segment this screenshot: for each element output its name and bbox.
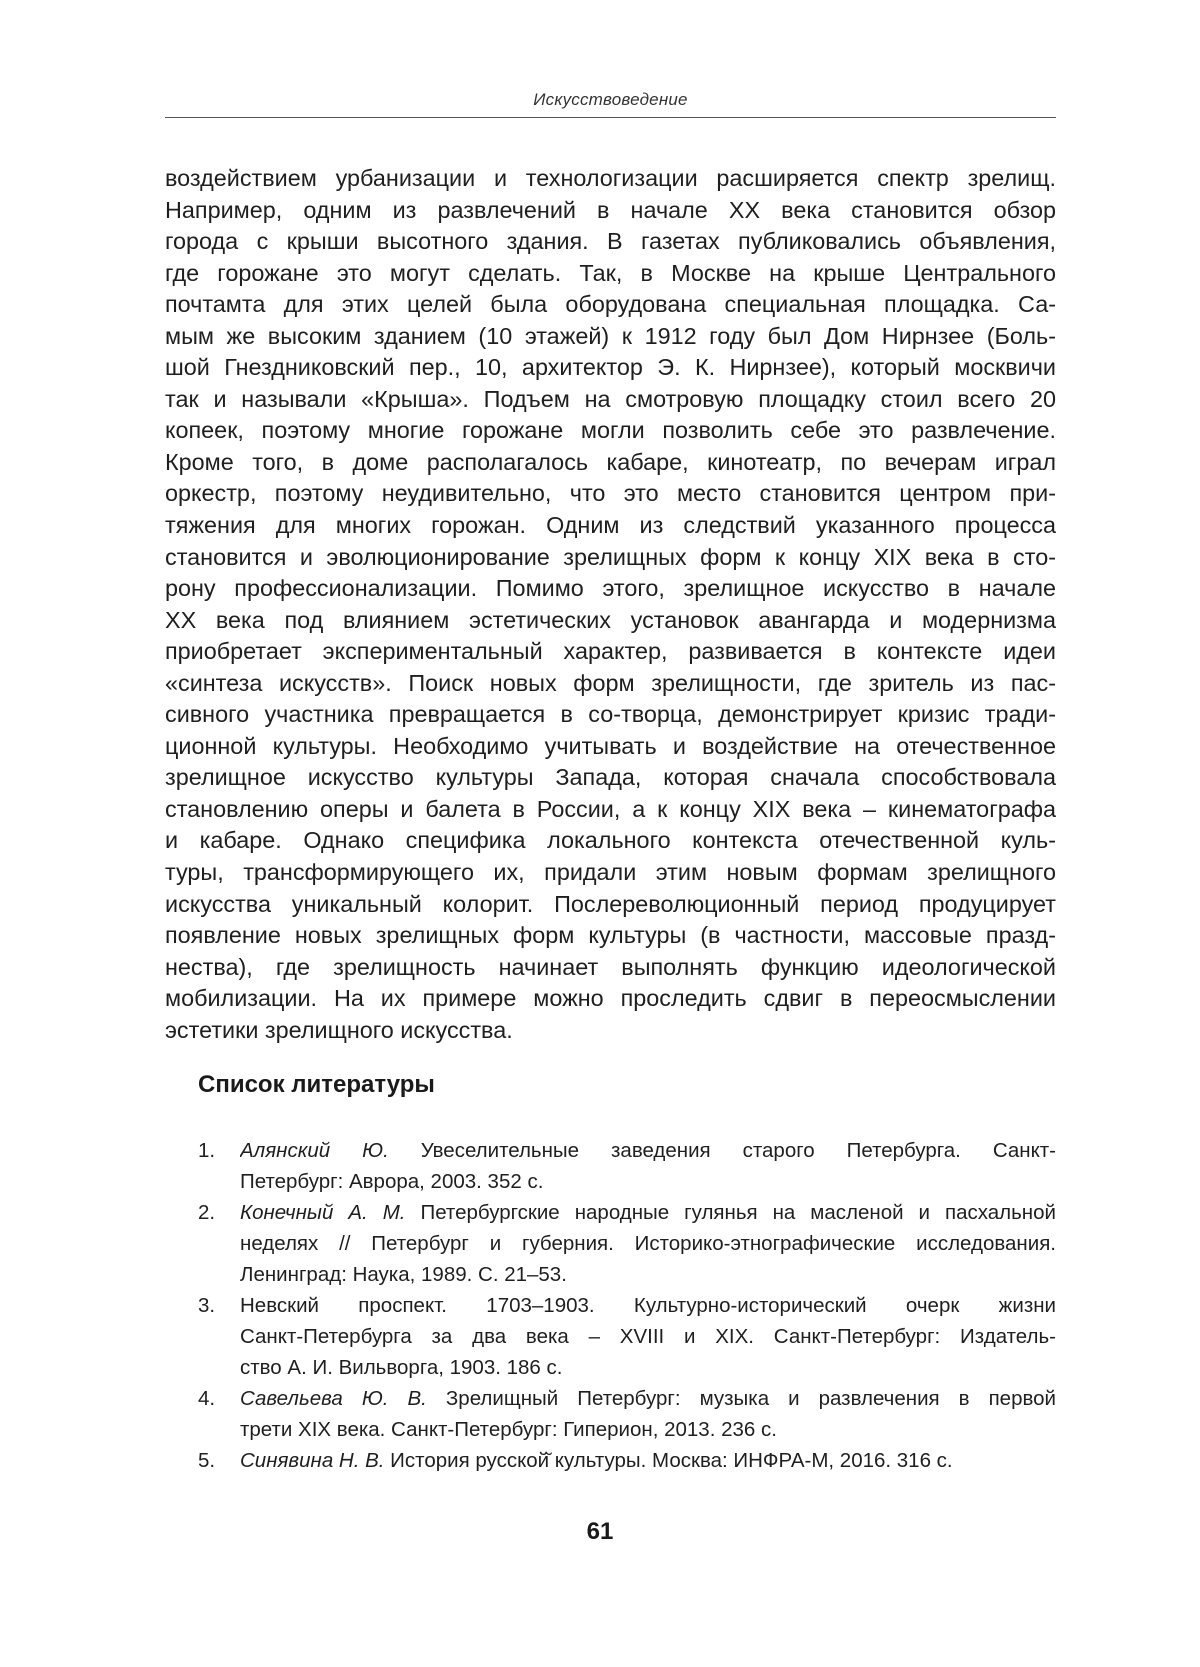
body-line: Например, одним из развлечений в начале XX века становится обзор [165, 196, 1056, 223]
reference-line: Ленинград: Наука, 1989. С. 21–53. [240, 1263, 567, 1286]
body-line: и кабаре. Однако специфика локального контекста отечественной куль- [165, 827, 1056, 854]
reference-author: Синявина Н. В. [240, 1449, 385, 1472]
reference-text: История русской̆ культуры. Москва: ИНФРА-М, 2016. 316 с. [384, 1449, 953, 1472]
body-line: туры, трансформирующего их, придали этим новым формам зрелищного [165, 859, 1056, 886]
body-line: приобретает экспериментальный характер, развивается в контексте идеи [165, 638, 1056, 665]
reference-number: 4. [198, 1387, 216, 1410]
body-line: Кроме того, в доме располагалось кабаре, кинотеатр, по вечерам играл [165, 448, 1056, 475]
reference-number: 5. [198, 1449, 216, 1472]
reference-line: неделях // Петербург и губерния. Историко-этнографические исследования. [240, 1232, 1056, 1255]
reference-item [198, 1445, 1056, 1476]
body-line: становлению оперы и балета в России, а к концу XIX века – кинематографа [165, 795, 1056, 822]
body-paragraph [165, 163, 1056, 1046]
reference-number: 1. [198, 1139, 216, 1162]
body-line: воздействием урбанизации и технологизации расширяется спектр зрелищ. [165, 165, 1056, 191]
reference-line: ство А. И. Вильворга, 1903. 186 с. [240, 1356, 563, 1379]
reference-line [240, 1135, 1056, 1166]
reference-text: Петербургские народные гулянья на масленой и пасхальной [405, 1201, 1056, 1224]
body-line: мобилизации. На их примере можно проследить сдвиг в переосмыслении [165, 985, 1056, 1012]
reference-text: Зрелищный Петербург: музыка и развлечения в первой [426, 1387, 1056, 1410]
body-line: тяжения для многих горожан. Одним из следствий указанного процесса [165, 512, 1056, 539]
reference-line [240, 1383, 1056, 1414]
body-line: сивного участника превращается в со-творца, демонстрирует кризис тради- [165, 701, 1056, 728]
reference-item [198, 1383, 1056, 1445]
body-line: «синтеза искусств». Поиск новых форм зрелищности, где зритель из пас- [165, 669, 1056, 696]
reference-item [198, 1197, 1056, 1290]
body-line: зрелищное искусство культуры Запада, которая сначала способствовала [165, 764, 1056, 791]
body-line: копеек, поэтому многие горожане могли позволить себе это развлечение. [165, 417, 1056, 444]
reference-author: Савельева Ю. В. [240, 1387, 427, 1410]
body-line: эстетики зрелищного искусства. [165, 1016, 513, 1043]
body-line: где горожане это могут сделать. Так, в Москве на крыше Центрального [165, 259, 1056, 286]
references-heading: Список литературы [198, 1071, 435, 1098]
body-line: почтамта для этих целей была оборудована специальная площадка. Са- [165, 291, 1056, 318]
body-line: становится и эволюционирование зрелищных форм к концу XIX века в сто- [165, 543, 1056, 570]
reference-number: 3. [198, 1294, 216, 1317]
body-line: нества), где зрелищность начинает выполнять функцию идеологической [165, 953, 1056, 980]
body-line: оркестр, поэтому неудивительно, что это место становится центром при- [165, 480, 1056, 507]
reference-number: 2. [198, 1201, 216, 1224]
body-line: искусства уникальный колорит. Послереволюционный период продуцирует [165, 890, 1056, 917]
reference-line: Невский проспект. 1703–1903. Культурно-исторический очерк жизни [240, 1294, 1056, 1317]
reference-line: трети XIX века. Санкт-Петербург: Гиперион, 2013. 236 с. [240, 1418, 777, 1441]
body-line: XX века под влиянием эстетических установок авангарда и модернизма [165, 606, 1056, 633]
body-line: рону профессионализации. Помимо этого, зрелищное искусство в начале [165, 575, 1056, 602]
reference-item [198, 1135, 1056, 1197]
reference-line: Санкт-Петербурга за два века – XVIII и XIX. Санкт-Петербург: Издатель- [240, 1325, 1056, 1348]
running-header: Искусствоведение [533, 90, 688, 109]
body-line: ционной культуры. Необходимо учитывать и воздействие на отечественное [165, 732, 1056, 759]
body-line: появление новых зрелищных форм культуры (в частности, массовые празд- [165, 922, 1056, 949]
references-list [198, 1135, 1056, 1476]
body-line: города с крыши высотного здания. В газетах публиковались объявления, [165, 228, 1056, 255]
page-number: 61 [586, 1518, 614, 1545]
reference-line [240, 1197, 1056, 1228]
reference-item [198, 1290, 1056, 1383]
header-rule [165, 117, 1056, 118]
body-line: мым же высоким зданием (10 этажей) к 1912 году был Дом Нирнзее (Боль- [165, 322, 1056, 349]
body-line: шой Гнездниковский пер., 10, архитектор Э. К. Нирнзее), который москвичи [165, 354, 1056, 381]
reference-author: Алянский Ю. [240, 1139, 389, 1162]
reference-line: Петербург: Аврора, 2003. 352 с. [240, 1170, 544, 1193]
reference-line [240, 1445, 1056, 1476]
reference-text: Увеселительные заведения старого Петербурга. Санкт- [388, 1139, 1056, 1162]
reference-author: Конечный А. М. [240, 1201, 406, 1224]
body-line: так и называли «Крыша». Подъем на смотровую площадку стоил всего 20 [165, 385, 1056, 412]
